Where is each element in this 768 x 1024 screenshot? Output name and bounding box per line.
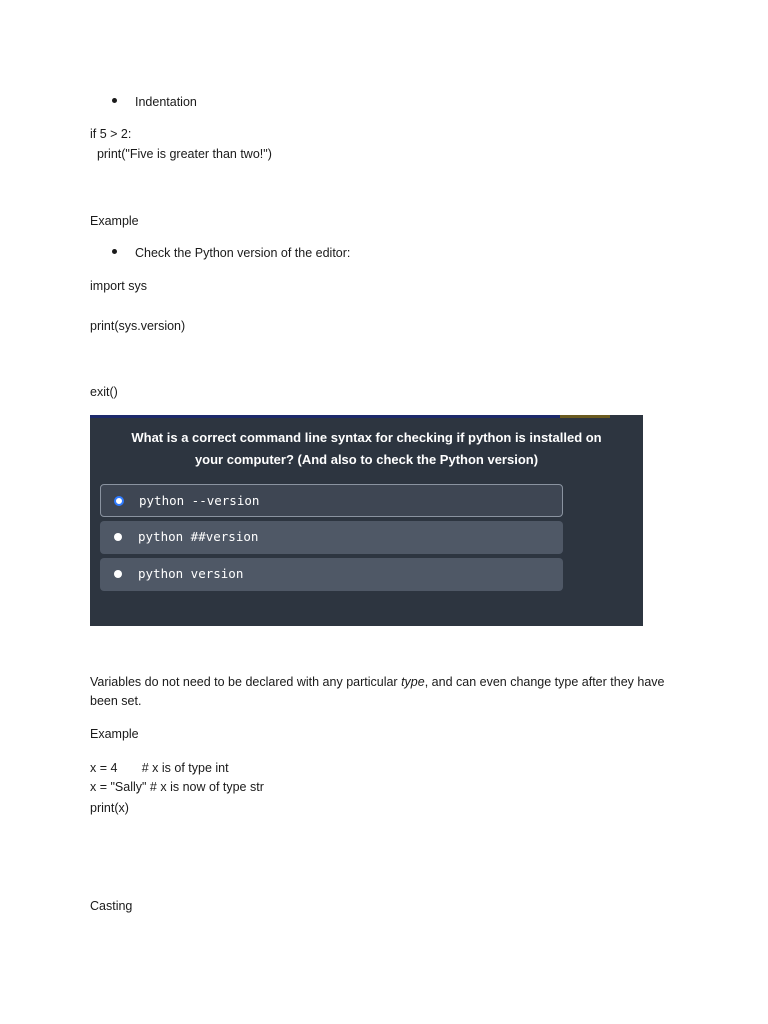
quiz-option-1[interactable] (100, 484, 563, 517)
paragraph-text: , and can even change type after they have (424, 675, 665, 689)
code-line: print(sys.version) (90, 319, 186, 333)
quiz-option-label: python --version (139, 493, 260, 508)
code-line: print("Five is greater than two!") (90, 147, 272, 161)
quiz-panel (90, 415, 643, 626)
radio-icon[interactable] (114, 570, 122, 578)
quiz-top-strip (90, 415, 610, 418)
paragraph-italic-text: type (401, 675, 425, 689)
quiz-option-label: python ##version (138, 529, 259, 544)
bullet-indentation: Indentation (135, 95, 197, 109)
quiz-option-2[interactable] (100, 521, 563, 554)
quiz-option-label: python version (138, 566, 244, 581)
bullet-check-version: Check the Python version of the editor: (135, 246, 351, 260)
bullet-marker (112, 245, 120, 253)
quiz-question-line: your computer? (And also to check the Python version) (194, 452, 539, 467)
variables-paragraph (90, 674, 664, 690)
quiz-top-strip-accent (560, 415, 610, 418)
quiz-question (90, 427, 643, 471)
code-line: x = "Sally" # x is now of type str (90, 780, 264, 794)
example-heading: Example (90, 214, 139, 228)
casting-heading: Casting (90, 899, 133, 913)
quiz-question-line: What is a correct command line syntax for checking if python is installed on (131, 430, 602, 445)
radio-selected-icon[interactable] (114, 496, 124, 506)
example-heading: Example (90, 727, 139, 741)
bullet-marker (112, 94, 120, 102)
variables-paragraph-line2: been set. (90, 694, 142, 708)
code-line: import sys (90, 279, 147, 293)
code-line: print(x) (90, 801, 129, 815)
code-line: x = 4 # x is of type int (90, 761, 229, 775)
radio-icon[interactable] (114, 533, 122, 541)
paragraph-text: Variables do not need to be declared with any particular (90, 675, 402, 689)
code-line: exit() (90, 385, 118, 399)
quiz-option-3[interactable] (100, 558, 563, 591)
code-line: if 5 > 2: (90, 127, 132, 141)
